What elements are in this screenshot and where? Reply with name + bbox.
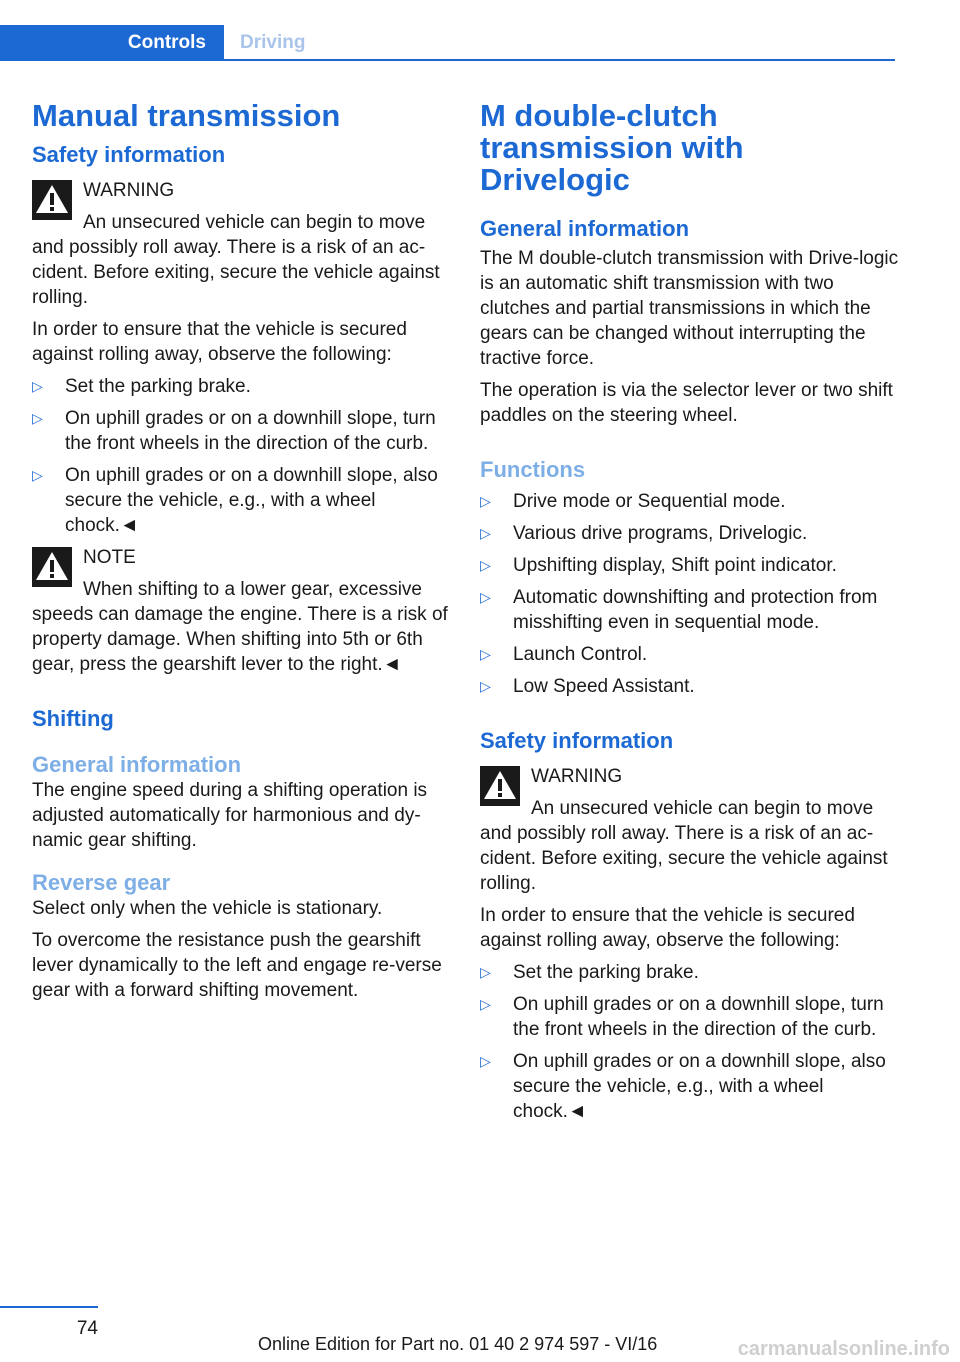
- list-item-text: On uphill grades or on a downhill slope, turn the front wheels in the direction of the curb.: [65, 408, 436, 454]
- list-item-text: On uphill grades or on a downhill slope, also secure the vehicle, e.g., with a wheel chock.◄: [65, 465, 438, 536]
- list-item: [32, 374, 452, 399]
- page-number: 74: [76, 1318, 98, 1339]
- triangle-bullet-icon: ▷: [480, 493, 491, 509]
- list-item: [480, 992, 900, 1042]
- list-item: [480, 585, 900, 635]
- warning-notice: [480, 764, 900, 896]
- list-item-text: Various drive programs, Drivelogic.: [513, 523, 808, 544]
- warning-label: WARNING: [83, 180, 175, 201]
- general-information-text-1: The M double-clutch transmission with Drive-logic is an automatic shift transmission with two clutches and partial transmissions in which the gears can be changed without interrupting the tractive force.: [480, 248, 899, 369]
- safety-information-heading: Safety information: [32, 142, 226, 167]
- functions-heading: Functions: [480, 457, 586, 482]
- watermark: carmanualsonline.info: [737, 1338, 950, 1360]
- list-item: [480, 521, 900, 546]
- list-item: [32, 463, 452, 538]
- warning-label: WARNING: [531, 766, 623, 787]
- triangle-bullet-icon: ▷: [480, 964, 491, 980]
- left-column: [32, 100, 452, 1010]
- list-item: [480, 1049, 900, 1124]
- list-item-text: Upshifting display, Shift point indicator.: [513, 555, 837, 576]
- triangle-bullet-icon: ▷: [480, 646, 491, 662]
- right-column: [480, 100, 900, 1131]
- warning-triangle-icon: [32, 547, 72, 587]
- footer-rule: [0, 1306, 98, 1308]
- reverse-gear-heading: Reverse gear: [32, 870, 171, 895]
- list-item-text: Launch Control.: [513, 644, 648, 665]
- safety-list: [32, 374, 452, 538]
- list-item-text: Automatic downshifting and protection from misshifting even in sequential mode.: [513, 587, 878, 633]
- warning-triangle-icon: [480, 766, 520, 806]
- note-text: When shifting to a lower gear, excessive speeds can damage the engine. There is a risk of property damage. When shifting into 5th or 6th gear, press the gearshift lever to the right.◄: [32, 579, 448, 675]
- list-item-text: Low Speed Assistant.: [513, 676, 695, 697]
- note-notice: [32, 545, 452, 677]
- list-item: [480, 960, 900, 985]
- chapter-tabs: [0, 25, 895, 61]
- list-item: [480, 489, 900, 514]
- triangle-bullet-icon: ▷: [480, 1053, 491, 1069]
- triangle-bullet-icon: ▷: [480, 589, 491, 605]
- tab-controls[interactable]: Controls: [0, 25, 224, 61]
- warning-triangle-icon: [32, 180, 72, 220]
- list-item-text: On uphill grades or on a downhill slope, also secure the vehicle, e.g., with a wheel chock.◄: [513, 1051, 886, 1122]
- list-item-text: Set the parking brake.: [65, 376, 251, 397]
- list-item: [480, 674, 900, 699]
- warning-notice: [32, 178, 452, 310]
- list-item-text: Drive mode or Sequential mode.: [513, 491, 786, 512]
- triangle-bullet-icon: ▷: [480, 525, 491, 541]
- safety-information-heading: Safety information: [480, 728, 674, 753]
- reverse-gear-text-2: To overcome the resistance push the gearshift lever dynamically to the left and engage re-verse gear with a forward shifting movement.: [32, 930, 442, 1001]
- triangle-bullet-icon: ▷: [32, 410, 43, 426]
- double-clutch-title: M double-clutch transmission with Drivelogic: [480, 98, 744, 197]
- triangle-bullet-icon: ▷: [480, 996, 491, 1012]
- general-information-text: The engine speed during a shifting operation is adjusted automatically for harmonious and dy-namic gear shifting.: [32, 780, 428, 851]
- triangle-bullet-icon: ▷: [480, 678, 491, 694]
- general-information-text-2: The operation is via the selector lever or two shift paddles on the steering wheel.: [480, 380, 893, 426]
- general-information-heading: General information: [32, 752, 242, 777]
- note-label: NOTE: [83, 547, 136, 568]
- functions-list: [480, 489, 900, 699]
- general-information-heading: General information: [480, 216, 690, 241]
- list-item: [32, 406, 452, 456]
- reverse-gear-text-1: Select only when the vehicle is stationary.: [32, 898, 383, 919]
- triangle-bullet-icon: ▷: [32, 467, 43, 483]
- triangle-bullet-icon: ▷: [32, 378, 43, 394]
- list-item-text: On uphill grades or on a downhill slope, turn the front wheels in the direction of the curb.: [513, 994, 884, 1040]
- triangle-bullet-icon: ▷: [480, 557, 491, 573]
- list-item: [480, 642, 900, 667]
- intro-text: In order to ensure that the vehicle is secured against rolling away, observe the following:: [32, 319, 407, 365]
- shifting-heading: Shifting: [32, 706, 114, 731]
- list-item: [480, 553, 900, 578]
- warning-text: An unsecured vehicle can begin to move and possibly roll away. There is a risk of an ac-cident. Before exiting, secure the vehicle against rolling.: [32, 212, 440, 308]
- list-item-text: Set the parking brake.: [513, 962, 699, 983]
- manual-transmission-title: Manual transmission: [32, 98, 341, 133]
- intro-text: In order to ensure that the vehicle is secured against rolling away, observe the following:: [480, 905, 855, 951]
- safety-list: [480, 960, 900, 1124]
- edition-text: Online Edition for Part no. 01 40 2 974 597 - VI/16: [258, 1334, 658, 1354]
- tab-underline: [0, 59, 895, 61]
- warning-text: An unsecured vehicle can begin to move and possibly roll away. There is a risk of an ac-cident. Before exiting, secure the vehicle against rolling.: [480, 798, 888, 894]
- tab-driving[interactable]: Driving: [240, 32, 306, 53]
